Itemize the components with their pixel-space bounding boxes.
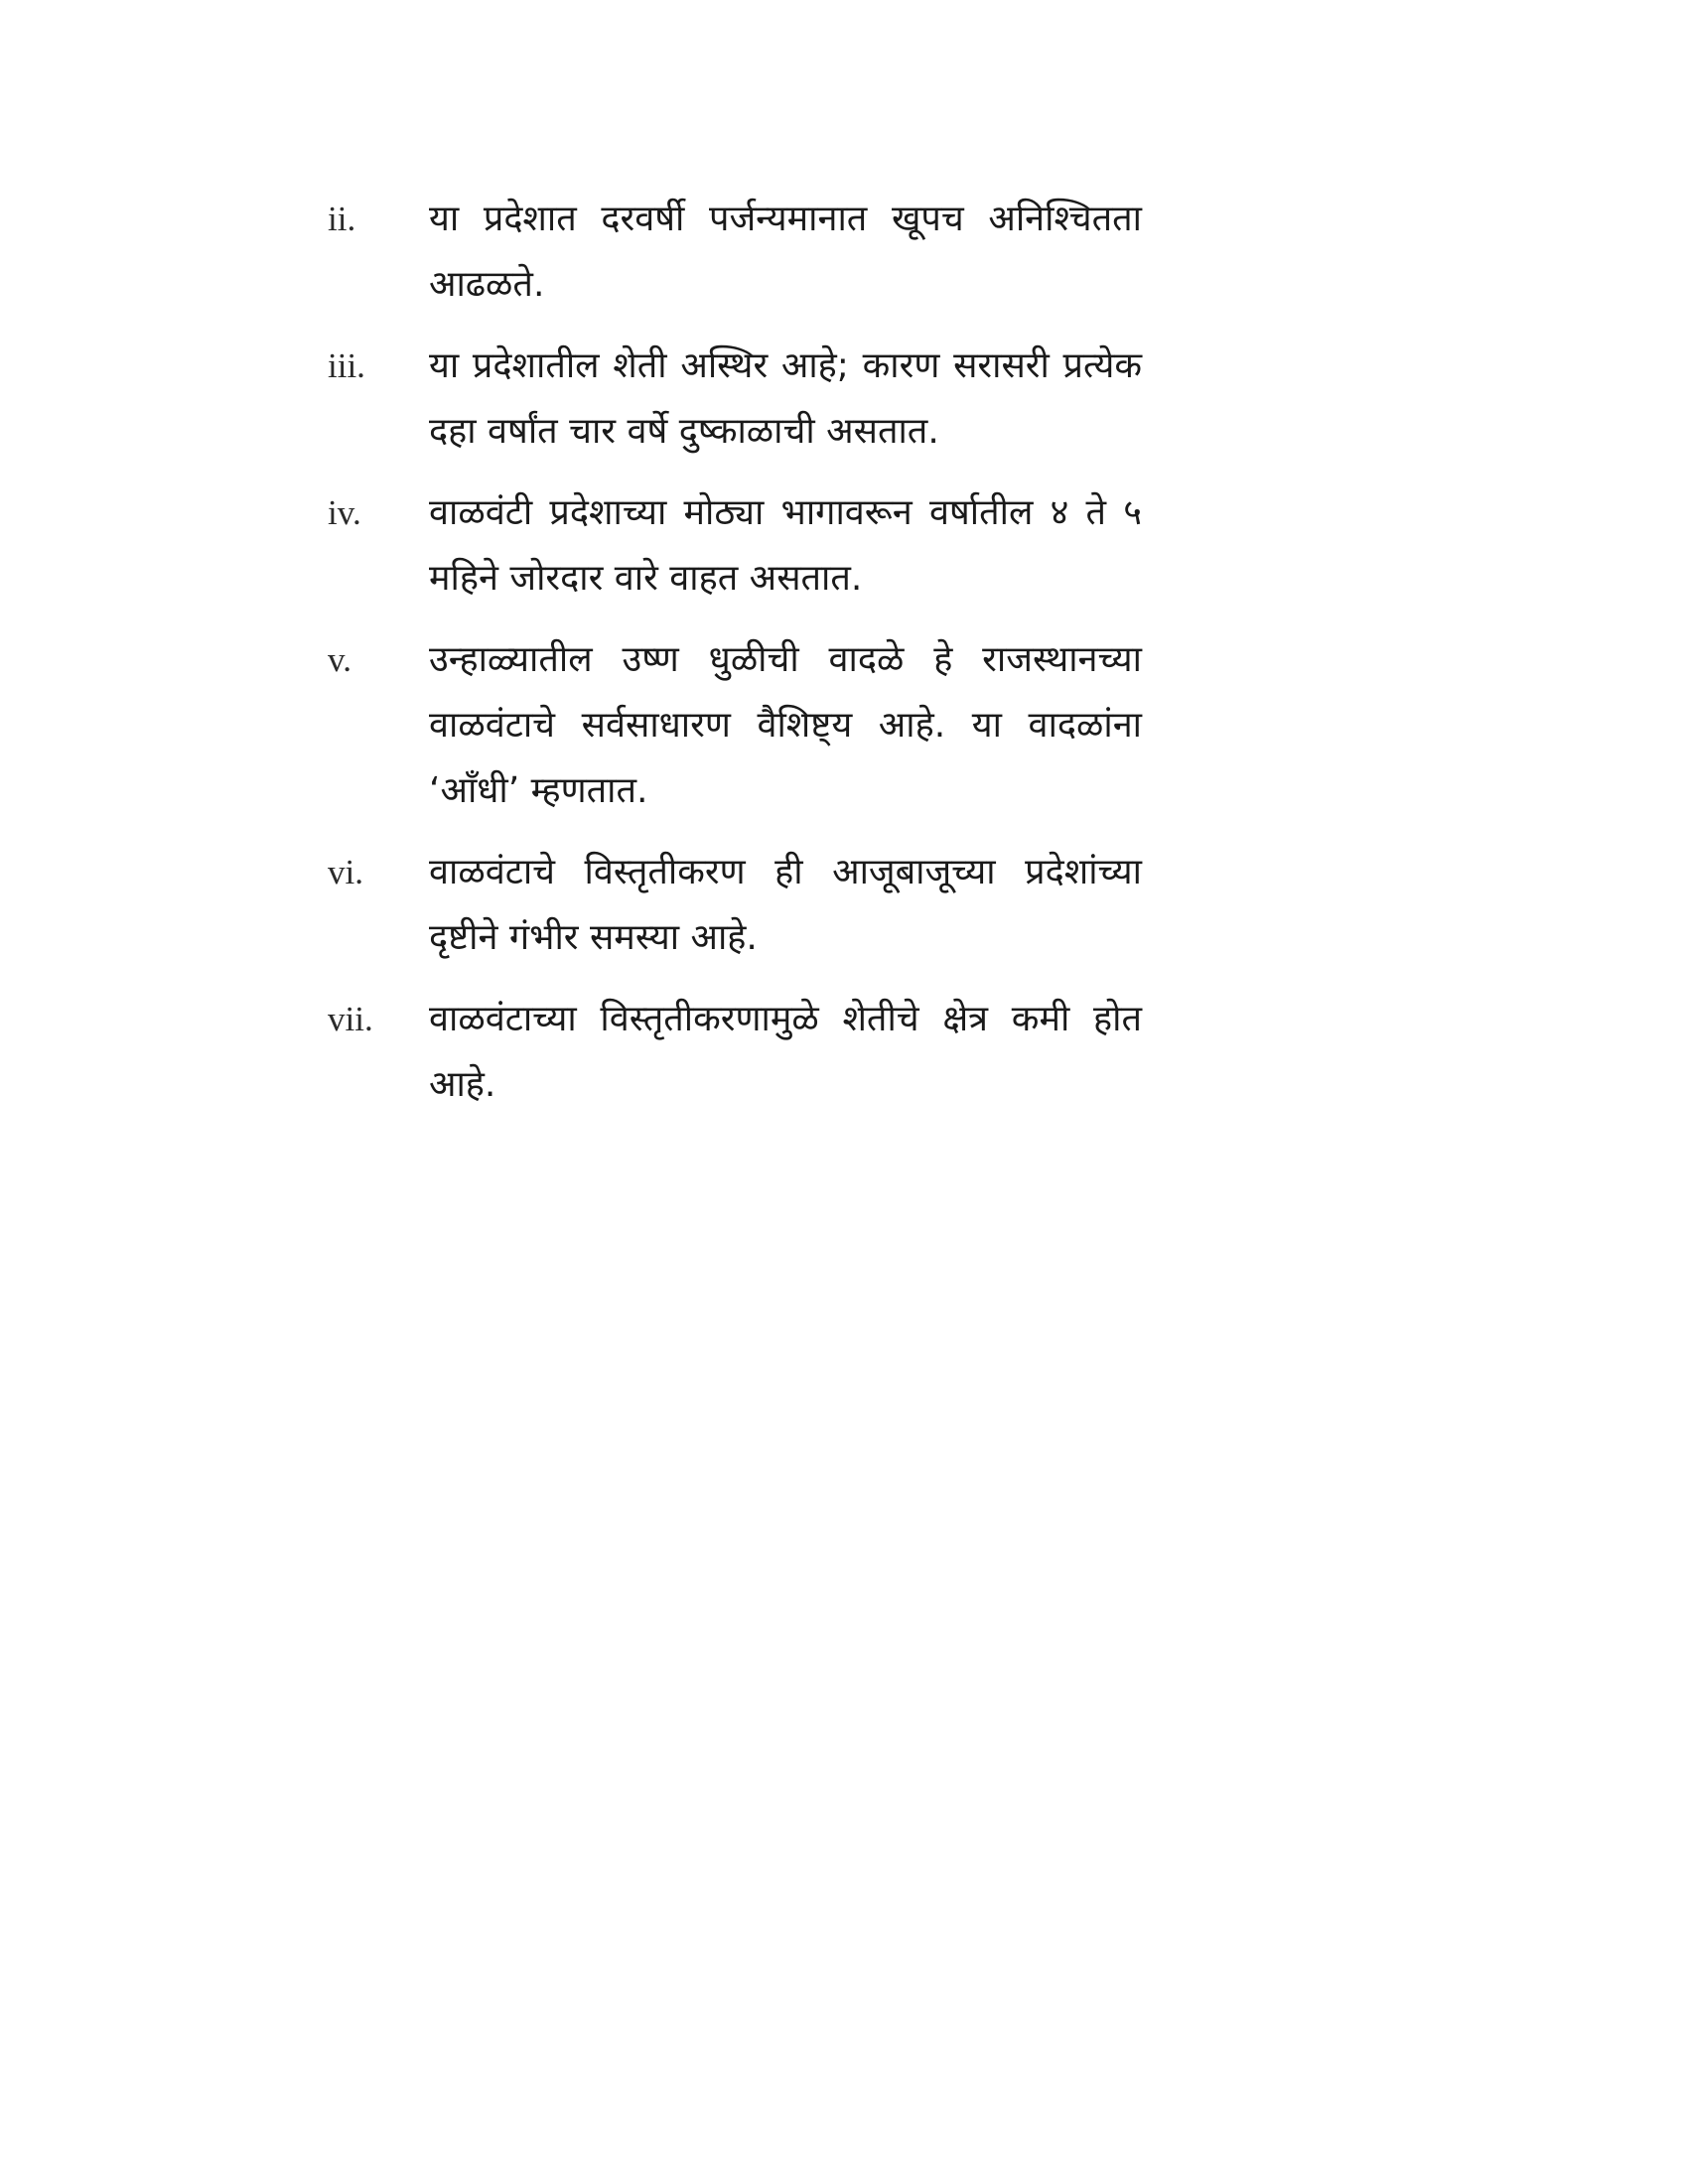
list-item (328, 627, 1142, 824)
item-numeral: iv. (328, 493, 361, 532)
item-numeral: v. (328, 640, 352, 679)
item-text: या प्रदेशातील शेती अस्थिर आहे; कारण सरासरी प्रत्येक दहा वर्षांत चार वर्षे दुष्काळाची असतात. (429, 345, 1142, 452)
item-numeral: iii. (328, 346, 365, 385)
item-text: वाळवंटाचे विस्तृतीकरण ही आजूबाजूच्या प्रदेशांच्या दृष्टीने गंभीर समस्या आहे. (429, 852, 1142, 958)
item-text: वाळवंटी प्रदेशाच्या मोठ्या भागावरून वर्षातील ४ ते ५ महिने जोरदार वारे वाहत असतात. (429, 492, 1142, 599)
item-text: वाळवंटाच्या विस्तृतीकरणामुळे शेतीचे क्षेत्र कमी होत आहे. (429, 999, 1142, 1105)
list-item (328, 480, 1142, 612)
item-numeral: vii. (328, 1000, 373, 1038)
list-item (328, 987, 1142, 1118)
item-numeral: vi. (328, 853, 363, 891)
list-item (328, 334, 1142, 465)
item-text: या प्रदेशात दरवर्षी पर्जन्यमानात खूपच अनिश्चितता आढळते. (429, 199, 1142, 305)
list-item (328, 187, 1142, 318)
item-text: उन्हाळ्यातील उष्ण धुळीची वादळे हे राजस्थानच्या वाळवंटाचे सर्वसाधारण वैशिष्ट्य आहे. या वादळांना ‘आँधी’ म्हणतात. (429, 639, 1142, 811)
numbered-list (328, 187, 1142, 1134)
list-item (328, 840, 1142, 971)
item-numeral: ii. (328, 200, 356, 238)
